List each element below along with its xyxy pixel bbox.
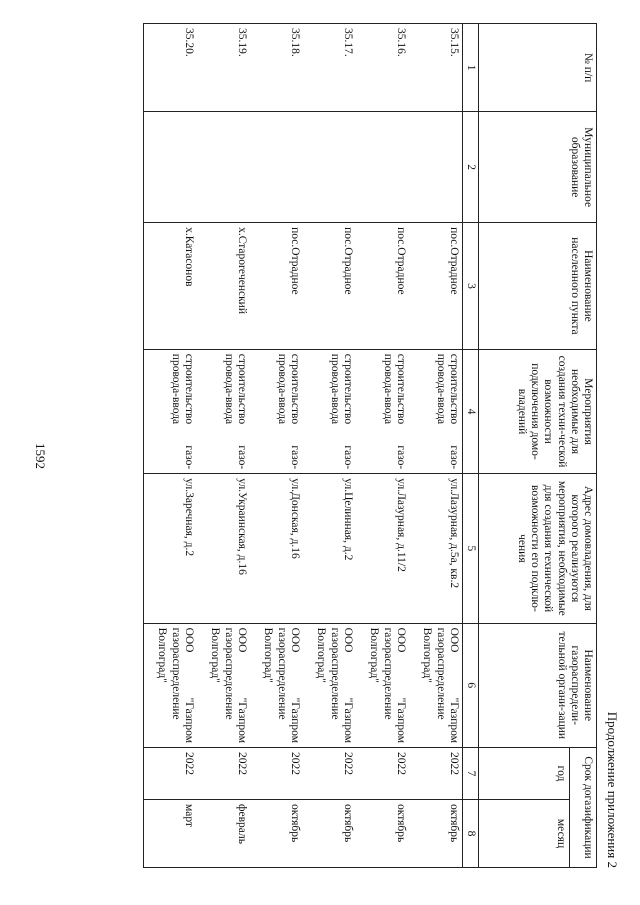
row-settlement: пос.Отрадное: [356, 223, 409, 350]
row-year: 2022: [409, 748, 463, 800]
row-address: ул.Лазурная, д.5а, кв.2: [409, 474, 463, 623]
row-measure: [356, 349, 409, 473]
table-row: [197, 24, 250, 868]
row-address: ул.Лазурная, д.11/2: [356, 474, 409, 623]
row-org: [356, 623, 409, 747]
continuation-label: Продолжение приложения 2: [605, 711, 620, 868]
header-num: № п/п: [479, 24, 597, 112]
row-org: [250, 623, 303, 747]
row-municipality: [356, 112, 409, 223]
row-measure: [409, 349, 463, 473]
row-num: 35.16.: [356, 24, 409, 112]
row-num: 35.15.: [409, 24, 463, 112]
header-address: Адрес домовладения, для которого реализуются мероприятия, необходимые для создания технической возможности его подклю-чения: [479, 474, 597, 623]
gasification-table: [143, 23, 597, 868]
rotated-page: [110, 23, 620, 868]
row-municipality: [250, 112, 303, 223]
row-municipality: [409, 112, 463, 223]
row-municipality: [303, 112, 356, 223]
row-address: ул.Украинская, д.16: [197, 474, 250, 623]
header-deadline: Срок догазификации: [570, 748, 597, 868]
row-year: 2022: [197, 748, 250, 800]
row-month: октябрь: [409, 800, 463, 868]
row-org-text: ООО "Газпром газораспределение Волгоград": [368, 627, 407, 743]
row-num: 35.19.: [197, 24, 250, 112]
header-year: год: [479, 748, 570, 800]
column-number: 1: [462, 24, 478, 112]
row-org-text: ООО "Газпром газораспределение Волгоград": [209, 627, 248, 743]
row-org-text: ООО "Газпром газораспределение Волгоград": [262, 627, 301, 743]
row-num: 35.17.: [303, 24, 356, 112]
row-org: [143, 623, 197, 747]
row-address: ул.Заречная, д.2: [143, 474, 197, 623]
row-month: октябрь: [250, 800, 303, 868]
row-measure: [197, 349, 250, 473]
column-number-row: [462, 24, 478, 868]
table-row: [303, 24, 356, 868]
header-row-1: [570, 24, 597, 868]
row-measure-text: строительство газо-провода-ввода: [434, 353, 460, 470]
table-row: [409, 24, 463, 868]
row-settlement: х.Катасонов: [143, 223, 197, 350]
column-number: 5: [462, 474, 478, 623]
row-settlement: х.Староreченский: [197, 223, 250, 350]
row-org: [303, 623, 356, 747]
header-municipality: Муниципальное образование: [479, 112, 597, 223]
row-month: октябрь: [356, 800, 409, 868]
column-number: 8: [462, 800, 478, 868]
column-number: 7: [462, 748, 478, 800]
column-number: 3: [462, 223, 478, 350]
row-measure: [143, 349, 197, 473]
row-municipality: [197, 112, 250, 223]
row-measure-text: строительство газо-провода-ввода: [328, 353, 354, 470]
row-measure-text: строительство газо-провода-ввода: [222, 353, 248, 470]
row-org-text: ООО "Газпром газораспределение Волгоград": [156, 627, 195, 743]
row-settlement: пос.Отрадное: [303, 223, 356, 350]
row-year: 2022: [303, 748, 356, 800]
row-measure-text: строительство газо-провода-ввода: [169, 353, 195, 470]
header-settlement: Наименование населенного пункта: [479, 223, 597, 350]
header-org: Наименование газораспредели-тельной органи-зации: [479, 623, 597, 747]
row-num: 35.18.: [250, 24, 303, 112]
row-num: 35.20.: [143, 24, 197, 112]
row-measure: [303, 349, 356, 473]
page-number: 1592: [33, 443, 48, 469]
row-year: 2022: [250, 748, 303, 800]
row-settlement: пос.Отрадное: [409, 223, 463, 350]
row-settlement: пос.Отрадное: [250, 223, 303, 350]
table-row: [356, 24, 409, 868]
row-year: 2022: [356, 748, 409, 800]
row-month: октябрь: [303, 800, 356, 868]
row-org-text: ООО "Газпром газораспределение Волгоград": [421, 627, 460, 743]
row-address: ул.Донская, д.16: [250, 474, 303, 623]
row-municipality: [143, 112, 197, 223]
row-month: февраль: [197, 800, 250, 868]
column-number: 4: [462, 349, 478, 473]
row-measure-text: строительство газо-провода-ввода: [381, 353, 407, 470]
document-sheet: [110, 23, 620, 868]
table-row: [250, 24, 303, 868]
row-org: [197, 623, 250, 747]
header-month: месяц: [479, 800, 570, 868]
column-number: 6: [462, 623, 478, 747]
row-month: март: [143, 800, 197, 868]
row-org-text: ООО "Газпром газораспределение Волгоград": [315, 627, 354, 743]
column-number: 2: [462, 112, 478, 223]
row-measure: [250, 349, 303, 473]
row-measure-text: строительство газо-провода-ввода: [275, 353, 301, 470]
header-measures: Мероприятия необходимые для создания техни-ческой возможности подключения домо-владений: [479, 349, 597, 473]
table-row: [143, 24, 197, 868]
row-address: ул.Целинная, д.2: [303, 474, 356, 623]
row-org: [409, 623, 463, 747]
row-year: 2022: [143, 748, 197, 800]
